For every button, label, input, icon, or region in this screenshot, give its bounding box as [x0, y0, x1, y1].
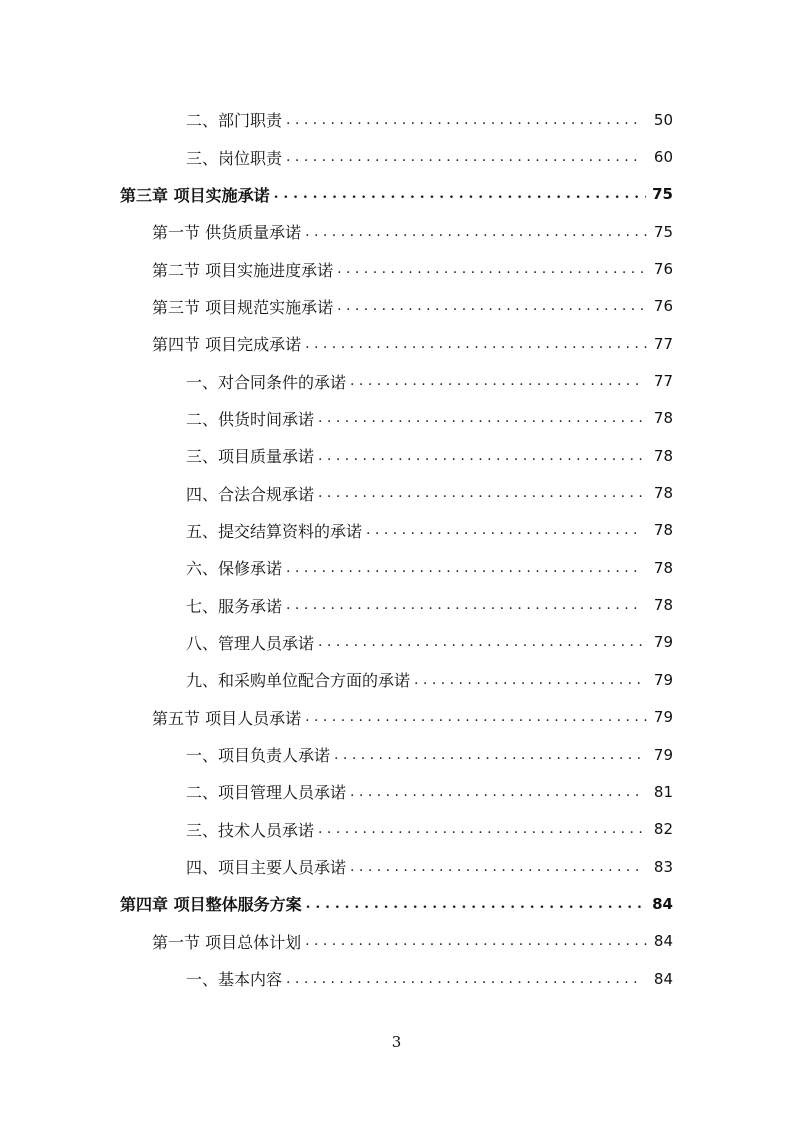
toc-entry-page: 79 [653, 670, 673, 689]
toc-entry-page: 84 [653, 969, 673, 988]
toc-entry[interactable] [0, 624, 793, 661]
toc-entry-title: 第四章 项目整体服务方案 [120, 892, 306, 915]
toc-leader-dots [350, 784, 642, 800]
toc-entry[interactable] [0, 811, 793, 848]
toc-entry-page: 50 [653, 110, 673, 129]
toc-entry-page: 77 [653, 372, 673, 391]
toc-leader-dots [306, 896, 647, 912]
toc-entry-page: 76 [653, 260, 673, 279]
toc-entry-title: 一、基本内容 [186, 967, 286, 990]
toc-leader-dots [274, 186, 647, 202]
table-of-contents [0, 101, 793, 997]
toc-entry-page: 81 [653, 782, 673, 801]
toc-entry[interactable] [0, 138, 793, 175]
toc-entry[interactable] [0, 362, 793, 399]
toc-entry-title: 八、管理人员承诺 [186, 631, 318, 654]
toc-entry-title: 三、项目质量承诺 [186, 444, 318, 467]
toc-entry[interactable] [0, 549, 793, 586]
toc-entry-title: 三、技术人员承诺 [186, 818, 318, 841]
toc-entry-page: 78 [653, 596, 673, 615]
toc-entry[interactable] [0, 699, 793, 736]
toc-entry[interactable] [0, 213, 793, 250]
toc-entry-title: 第一节 项目总体计划 [152, 930, 305, 953]
toc-entry-page: 60 [653, 148, 673, 167]
toc-entry[interactable] [0, 437, 793, 474]
toc-entry[interactable] [0, 101, 793, 138]
toc-leader-dots [318, 485, 642, 501]
toc-entry-title: 第二节 项目实施进度承诺 [152, 258, 337, 281]
toc-entry-title: 第三节 项目规范实施承诺 [152, 295, 337, 318]
toc-leader-dots [305, 709, 648, 725]
toc-leader-dots [305, 224, 648, 240]
toc-entry-title: 一、项目负责人承诺 [186, 743, 334, 766]
toc-entry[interactable] [0, 512, 793, 549]
toc-leader-dots [366, 522, 642, 538]
toc-entry[interactable] [0, 176, 793, 213]
toc-entry[interactable] [0, 474, 793, 511]
toc-entry[interactable] [0, 661, 793, 698]
toc-entry-title: 三、岗位职责 [186, 146, 286, 169]
toc-entry-page: 82 [653, 820, 673, 839]
toc-entry-title: 第三章 项目实施承诺 [120, 183, 274, 206]
toc-leader-dots [286, 560, 642, 576]
toc-leader-dots [334, 747, 642, 763]
toc-entry[interactable] [0, 586, 793, 623]
toc-entry-title: 第一节 供货质量承诺 [152, 220, 305, 243]
toc-leader-dots [286, 971, 642, 987]
toc-entry-page: 78 [653, 409, 673, 428]
toc-entry[interactable] [0, 923, 793, 960]
toc-entry-title: 二、部门职责 [186, 108, 286, 131]
page-number: 3 [391, 1033, 402, 1051]
toc-entry-page: 78 [653, 446, 673, 465]
toc-leader-dots [337, 298, 648, 314]
toc-entry[interactable] [0, 773, 793, 810]
toc-entry-page: 76 [653, 297, 673, 316]
toc-entry-title: 七、服务承诺 [186, 594, 286, 617]
toc-entry[interactable] [0, 325, 793, 362]
toc-entry-page: 83 [653, 857, 673, 876]
toc-entry-page: 78 [653, 484, 673, 503]
toc-leader-dots [318, 821, 642, 837]
toc-entry[interactable] [0, 736, 793, 773]
toc-entry-title: 六、保修承诺 [186, 556, 286, 579]
toc-entry[interactable] [0, 885, 793, 922]
toc-entry[interactable] [0, 250, 793, 287]
toc-entry-page: 79 [653, 745, 673, 764]
toc-leader-dots [305, 336, 648, 352]
toc-leader-dots [305, 933, 648, 949]
toc-leader-dots [318, 410, 642, 426]
toc-entry-page: 77 [653, 334, 673, 353]
toc-entry-page: 78 [653, 521, 673, 540]
toc-entry-title: 九、和采购单位配合方面的承诺 [186, 668, 414, 691]
toc-entry-page: 79 [653, 633, 673, 652]
toc-entry-page: 84 [653, 932, 673, 951]
toc-entry-page: 84 [652, 894, 673, 913]
toc-leader-dots [286, 112, 642, 128]
toc-leader-dots [318, 448, 642, 464]
toc-entry-page: 75 [652, 185, 673, 204]
toc-leader-dots [350, 373, 642, 389]
toc-entry[interactable] [0, 848, 793, 885]
toc-entry-page: 78 [653, 558, 673, 577]
toc-leader-dots [414, 672, 642, 688]
toc-entry[interactable] [0, 288, 793, 325]
toc-leader-dots [350, 859, 642, 875]
toc-entry-page: 75 [653, 222, 673, 241]
toc-entry-title: 五、提交结算资料的承诺 [186, 519, 366, 542]
toc-leader-dots [286, 597, 642, 613]
toc-entry[interactable] [0, 960, 793, 997]
toc-entry[interactable] [0, 400, 793, 437]
toc-entry-page: 79 [653, 708, 673, 727]
toc-entry-title: 二、供货时间承诺 [186, 407, 318, 430]
toc-leader-dots [318, 634, 642, 650]
toc-entry-title: 四、合法合规承诺 [186, 482, 318, 505]
toc-leader-dots [286, 149, 642, 165]
toc-entry-title: 四、项目主要人员承诺 [186, 855, 350, 878]
toc-entry-title: 第四节 项目完成承诺 [152, 332, 305, 355]
toc-entry-title: 一、对合同条件的承诺 [186, 370, 350, 393]
toc-entry-title: 二、项目管理人员承诺 [186, 780, 350, 803]
toc-entry-title: 第五节 项目人员承诺 [152, 706, 305, 729]
toc-leader-dots [337, 261, 648, 277]
